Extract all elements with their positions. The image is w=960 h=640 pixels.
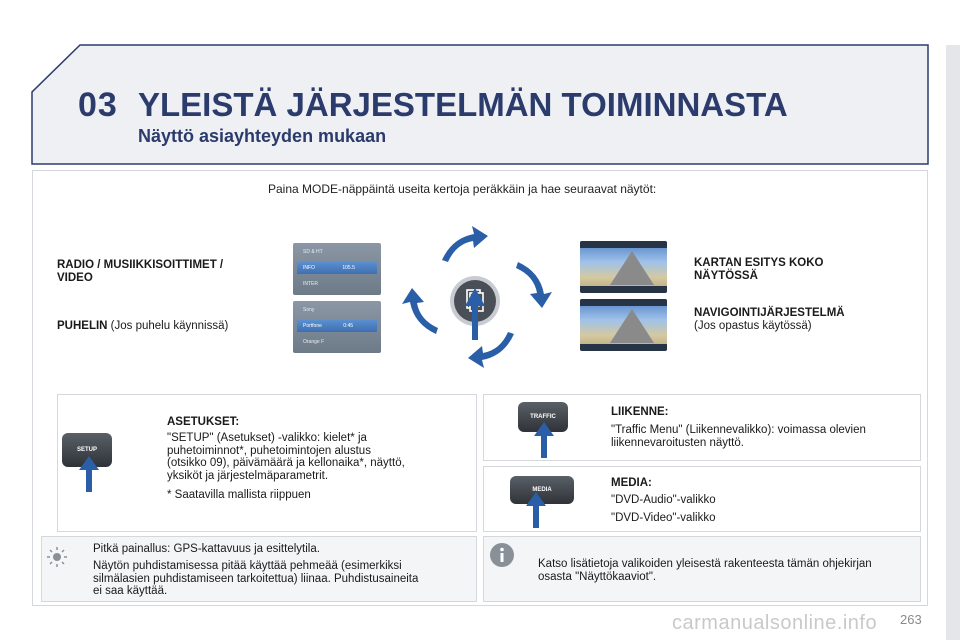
info-icon — [489, 542, 515, 568]
media-title: MEDIA: — [611, 477, 652, 489]
phone-screen: Sony Portfone 0:45 Orange F — [293, 301, 381, 353]
mode-label-radio: RADIO / MUSIIKKISOITTIMET / VIDEO — [57, 259, 224, 284]
navigation-screen — [580, 299, 667, 351]
setup-key: SETUP — [62, 433, 112, 467]
flow-arrow-right-icon — [514, 258, 554, 310]
traffic-key: TRAFFIC — [518, 402, 568, 432]
watermark: carmanualsonline.info — [672, 612, 878, 634]
radio-screen: SD & HT INFO 105.5 INTER — [293, 243, 381, 295]
tip-cleaning-text: Näytön puhdistamisessa pitää käyttää pehmeää (esimerkiksi silmälasien puhdistamiseen tarkoitettua) liinaa. Puhdistusaineita ei saa käyttää. — [93, 560, 419, 597]
sun-tip-icon — [46, 546, 68, 568]
settings-footnote: * Saatavilla mallista riippuen — [167, 489, 311, 501]
page-subtitle: Näyttö asiayhteyden mukaan — [138, 126, 387, 146]
traffic-title: LIIKENNE: — [611, 406, 669, 418]
chapter-number: 03 — [78, 86, 118, 124]
mode-label-navigation: NAVIGOINTIJÄRJESTELMÄ (Jos opastus käytössä) — [694, 307, 845, 332]
settings-title: ASETUKSET: — [167, 416, 240, 428]
instruction-text: Paina MODE-näppäintä useita kertoja peräkkäin ja hae seuraavat näytöt: — [268, 182, 657, 196]
info-text: Katso lisätietoja valikoiden yleisestä rakenteesta tämän ohjekirjan osasta "Näyttökaaviot". — [538, 558, 872, 583]
page-title: YLEISTÄ JÄRJESTELMÄN TOIMINNASTA — [138, 86, 788, 123]
traffic-press-arrow-icon — [534, 422, 554, 458]
page-number: 263 — [900, 612, 922, 627]
map-screen — [580, 241, 667, 293]
media-line-video: "DVD-Video"-valikko — [611, 512, 716, 524]
media-line-audio: "DVD-Audio"-valikko — [611, 494, 716, 506]
settings-text: "SETUP" (Asetukset) -valikko: kielet* ja puhetoiminnot*, puhetoimintojen alustus (otsikko 09), päivämäärä ja kellonaika*, näyttö, yksiköt ja järjestelmäparametrit. — [167, 432, 405, 482]
mode-label-phone: PUHELIN (Jos puhelu käynnissä) — [57, 320, 229, 332]
flow-arrow-top-icon — [438, 224, 490, 264]
media-key: MEDIA — [510, 476, 574, 504]
press-arrow-icon — [465, 288, 485, 340]
traffic-text: "Traffic Menu" (Liikennevalikko): voimassa olevien liikennevaroitusten näyttö. — [611, 424, 866, 449]
media-press-arrow-icon — [526, 492, 546, 528]
mode-label-map: KARTAN ESITYS KOKO NÄYTÖSSÄ — [694, 257, 824, 282]
flow-arrow-left-icon — [400, 286, 440, 338]
tip-long-press: Pitkä painallus: GPS-kattavuus ja esittelytila. — [93, 543, 320, 555]
side-tab — [946, 45, 960, 640]
setup-press-arrow-icon — [79, 456, 99, 492]
